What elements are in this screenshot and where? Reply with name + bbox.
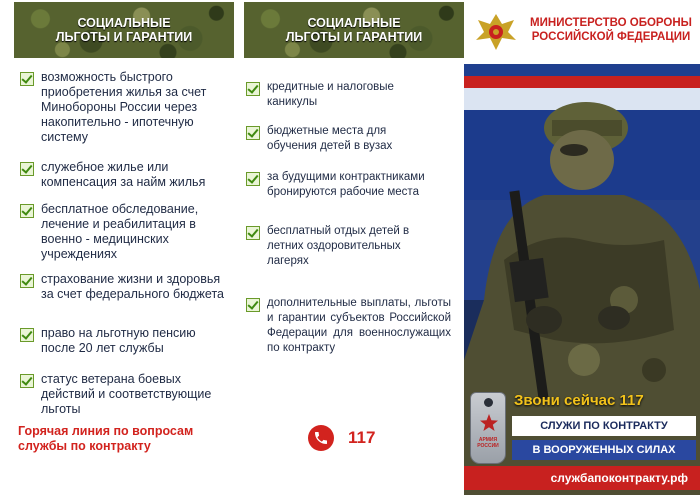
- star-icon: [479, 413, 499, 433]
- list-item: [20, 272, 226, 302]
- list-item: [20, 202, 226, 262]
- item-text: за будущими контрактниками бронируются рабочие места: [267, 171, 425, 198]
- checkbox-icon: [20, 162, 34, 176]
- list-item: [246, 296, 456, 356]
- item-text: бюджетные места для обучения детей в вузах: [267, 125, 393, 152]
- camo-header: [14, 2, 234, 58]
- checkbox-icon: [20, 72, 34, 86]
- panel-middle: [232, 0, 464, 495]
- item-text: право на льготную пенсию после 20 лет службы: [41, 326, 196, 355]
- list-item: [20, 326, 226, 356]
- list-item: [246, 124, 456, 154]
- camo-header: [244, 2, 464, 58]
- checkbox-icon: [246, 226, 260, 240]
- phone-number: 117: [348, 428, 376, 447]
- list-item: [246, 80, 456, 110]
- checkbox-icon: [20, 274, 34, 288]
- website-link[interactable]: службапоконтракту.рф: [464, 466, 700, 490]
- list-item: [20, 70, 226, 145]
- banner-armed-forces: В ВООРУЖЕННЫХ СИЛАХ: [512, 440, 696, 460]
- list-item: [246, 170, 456, 200]
- item-text: дополнительные выплаты, льготы и гарантии субъектов Российской Федерации для военнослужащих по контракту: [267, 297, 451, 354]
- item-text: бесплатный отдых детей в летних оздоровительных лагерях: [267, 225, 410, 267]
- panel-title: СОЦИАЛЬНЫЕ ЛЬГОТЫ И ГАРАНТИИ: [285, 16, 423, 44]
- phone-icon: [308, 425, 334, 451]
- checkbox-icon: [246, 298, 260, 312]
- hotline-text: Горячая линия по вопросам службы по контракту: [18, 424, 194, 453]
- checkbox-icon: [246, 126, 260, 140]
- panel-title: СОЦИАЛЬНЫЕ ЛЬГОТЫ И ГАРАНТИИ: [55, 16, 193, 44]
- poster-background: [464, 0, 700, 495]
- panel-right: [464, 0, 700, 495]
- call-now-text: Звони сейчас 117: [514, 392, 644, 409]
- checkbox-icon: [20, 204, 34, 218]
- checkbox-icon: [246, 172, 260, 186]
- banner-contract: СЛУЖИ ПО КОНТРАКТУ: [512, 416, 696, 436]
- item-text: бесплатное обследование, лечение и реабилитация в военно - медицинских учреждениях: [41, 202, 199, 261]
- list-item: [20, 160, 226, 190]
- item-text: служебное жилье или компенсация за найм жилья: [41, 160, 206, 189]
- phone-block: [308, 425, 375, 451]
- dog-tag: [470, 392, 506, 464]
- ministry-header: [464, 0, 700, 64]
- checkbox-icon: [20, 328, 34, 342]
- list-item: [20, 372, 226, 417]
- checkbox-icon: [246, 82, 260, 96]
- ministry-title: МИНИСТЕРСТВО ОБОРОНЫ РОССИЙСКОЙ ФЕДЕРАЦИИ: [530, 17, 692, 43]
- list-item: [246, 224, 456, 269]
- item-text: кредитные и налоговые каникулы: [267, 81, 394, 108]
- panel-left: [0, 0, 232, 495]
- tag-text: АРМИЯ РОССИИ: [477, 437, 499, 449]
- item-text: статус ветерана боевых действий и соответствующие льготы: [41, 372, 212, 416]
- item-text: возможность быстрого приобретения жилья за счет Минобороны России через накопительно - ипотечную систему: [41, 70, 207, 144]
- checkbox-icon: [20, 374, 34, 388]
- item-text: страхование жизни и здоровья за счет федерального бюджета: [41, 272, 224, 301]
- emblem-icon: [472, 8, 520, 56]
